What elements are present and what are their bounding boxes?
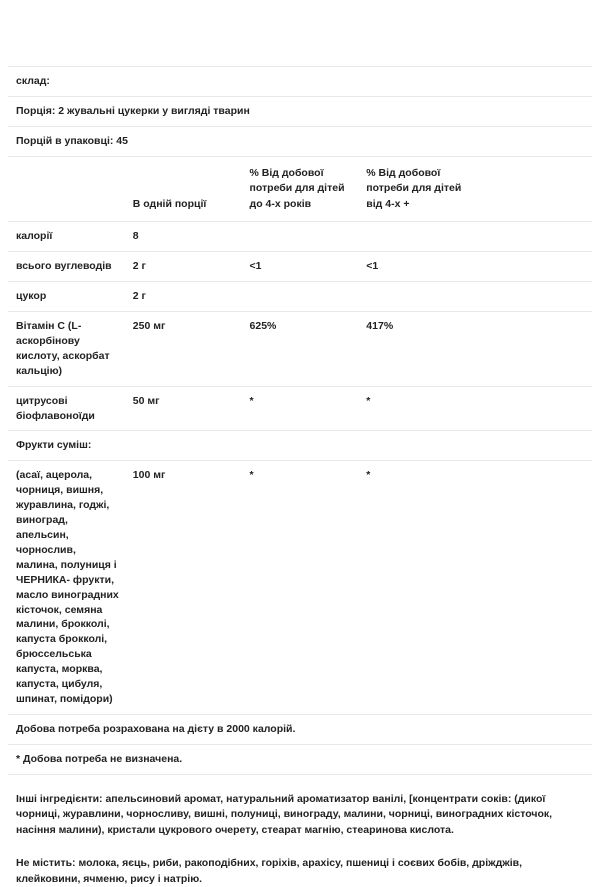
free-from-block — [8, 856, 592, 887]
table-row-title — [8, 67, 592, 97]
nutrient-dv-over-4: 417% — [358, 312, 475, 387]
servings-per-container: Порцій в упаковці: 45 — [8, 126, 592, 156]
nutrient-name: цитрусові біофлавоноїди — [8, 386, 125, 431]
column-header-spacer — [475, 156, 592, 222]
row-spacer — [475, 282, 592, 312]
blend-dv-under-4: * — [242, 461, 359, 715]
nutrient-dv-under-4 — [242, 222, 359, 252]
free-from-text: Не містить: молока, яєць, риби, ракоподібних, горіхів, арахісу, пшениці і соєвих бобів, дріжджів, клейковини, ячменю, рису і натрію. — [16, 856, 522, 885]
nutrient-dv-under-4: <1 — [242, 252, 359, 282]
blend-heading: Фрукти суміш: — [8, 431, 592, 461]
label-title: склад: — [8, 67, 592, 97]
nutrient-name: Вітамін C (L-аскорбінову кислоту, аскорбат кальцію) — [8, 312, 125, 387]
row-spacer — [475, 386, 592, 431]
nutrient-dv-over-4 — [358, 222, 475, 252]
row-spacer — [475, 252, 592, 282]
nutrient-dv-over-4: <1 — [358, 252, 475, 282]
row-spacer — [475, 461, 592, 715]
spacer-after-table — [8, 775, 592, 792]
nutrient-dv-over-4: * — [358, 386, 475, 431]
table-row-servings-per-container — [8, 126, 592, 156]
nutrient-name: цукор — [8, 282, 125, 312]
table-row — [8, 386, 592, 431]
nutrient-amount: 2 г — [125, 252, 242, 282]
table-row — [8, 222, 592, 252]
blend-dv-over-4: * — [358, 461, 475, 715]
spacer-between-paragraphs — [8, 839, 592, 856]
column-header-dv-over-4: % Від добової потреби для дітей від 4-х + — [358, 156, 475, 222]
nutrient-amount: 2 г — [125, 282, 242, 312]
nutrient-amount: 8 — [125, 222, 242, 252]
nutrient-amount: 250 мг — [125, 312, 242, 387]
table-row-footnote-daily-value — [8, 714, 592, 744]
table-row-blend — [8, 461, 592, 715]
other-ingredients-text: Інші інгредієнти: апельсиновий аромат, натуральний ароматизатор ванілі, [концентрати соків: (дикої чорниці, журавлини, чорносливу, вишні, полуниці, винограду, малини, чорниці, виноградних кісточок, насіння малини), кристали цукрового очерету, стеарат магнію, стеаринова кислота. — [16, 792, 553, 837]
nutrient-dv-over-4 — [358, 282, 475, 312]
table-row-serving-size — [8, 96, 592, 126]
footnote-asterisk: * Добова потреба не визначена. — [8, 744, 592, 774]
column-header-dv-under-4: % Від добової потреби для дітей до 4-х років — [242, 156, 359, 222]
table-row — [8, 282, 592, 312]
table-row-blend-heading — [8, 431, 592, 461]
row-spacer — [475, 312, 592, 387]
column-header-name — [8, 156, 125, 222]
nutrient-dv-under-4: 625% — [242, 312, 359, 387]
nutrient-dv-under-4: * — [242, 386, 359, 431]
table-row — [8, 252, 592, 282]
nutrient-amount: 50 мг — [125, 386, 242, 431]
nutrient-name: всього вуглеводів — [8, 252, 125, 282]
blend-amount: 100 мг — [125, 461, 242, 715]
table-header-row — [8, 156, 592, 222]
row-spacer — [475, 222, 592, 252]
blend-ingredients: (асаї, ацерола, чорниця, вишня, журавлина, годжі, виноград, апельсин, чорнослив, малина, полуниця і ЧЕРНИКА- фрукти, масло виноградних кісточок, семяна малини, брокколі, капуста брокколі, брюссельська капуста, морква, капуста, цибуля, шпинат, помідори) — [8, 461, 125, 715]
nutrient-name: калорії — [8, 222, 125, 252]
nutrient-dv-under-4 — [242, 282, 359, 312]
other-ingredients-block — [8, 792, 592, 839]
table-row-footnote-asterisk — [8, 744, 592, 774]
table-row — [8, 312, 592, 387]
serving-size: Порція: 2 жувальні цукерки у вигляді тварин — [8, 96, 592, 126]
footnote-daily-value: Добова потреба розрахована на дієту в 2000 калорій. — [8, 714, 592, 744]
supplement-facts-table — [8, 66, 592, 775]
column-header-amount-per-serving: В одній порції — [125, 156, 242, 222]
